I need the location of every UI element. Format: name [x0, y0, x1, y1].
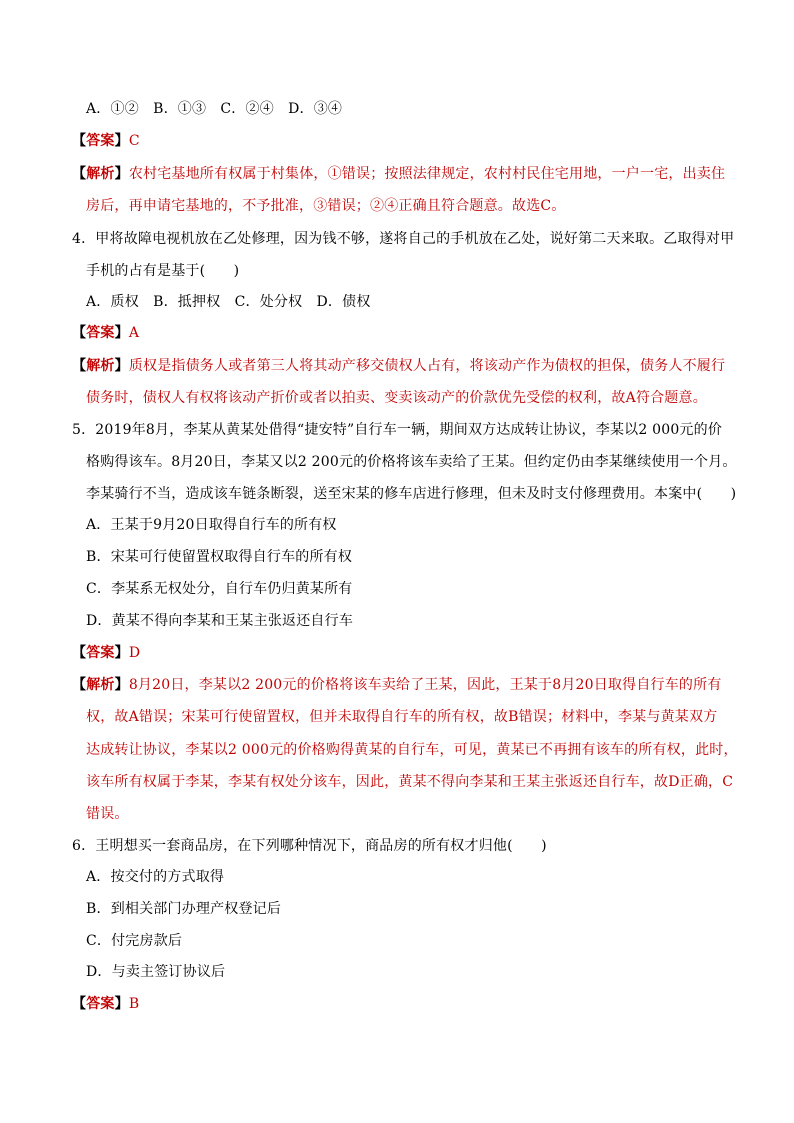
- answer-value: A: [128, 325, 140, 341]
- q6-stem: 6．王明想买一套商品房，在下列哪种情况下，商品房的所有权才归他( ): [72, 838, 547, 854]
- q3-answer: [72, 131, 140, 151]
- analysis-tag: 【解析】: [72, 166, 129, 182]
- q3-options: A．①② B．①③ C．②④ D．③④: [86, 101, 343, 117]
- q5-option-a: A．王某于9月20日取得自行车的所有权: [86, 517, 337, 533]
- q5-analysis-line: 该车所有权属于李某，李某有权处分该车，因此，黄某不得向李某和王某主张返还自行车，故D正确，C: [86, 774, 734, 790]
- q4-stem: 4．甲将故障电视机放在乙处修理，因为钱不够，遂将自己的手机放在乙处，说好第二天来取。乙取得对甲: [72, 231, 735, 247]
- answer-value: C: [128, 133, 140, 149]
- analysis-tag: 【解析】: [72, 677, 129, 693]
- analysis-tag: 【解析】: [72, 358, 129, 374]
- q5-stem-line: 李某骑行不当，造成该车链条断裂，送至宋某的修车店进行修理，但未及时支付修理费用。本案中( ): [86, 486, 737, 502]
- q3-analysis-line: 房后，再申请宅基地的，不予批准，③错误；②④正确且符合题意。故选C。: [86, 198, 566, 214]
- answer-tag: 【答案】: [72, 645, 129, 661]
- q5-analysis-line: 错误。: [86, 806, 129, 822]
- q4-stem-line: 手机的占有是基于( ): [86, 263, 240, 279]
- q6-answer: [72, 994, 139, 1014]
- q5-analysis-line: 达成转让协议，李某以2 000元的价格购得黄某的自行车，可见，黄某已不再拥有该车的所有权，此时，: [86, 742, 738, 758]
- analysis-text: 8月20日，李某以2 200元的价格将该车卖给了王某，因此，王某于8月20日取得自行车的所有: [128, 677, 722, 693]
- q5-option-b: B．宋某可行使留置权取得自行车的所有权: [86, 549, 353, 565]
- q5-analysis: [72, 675, 722, 695]
- analysis-text: 农村宅基地所有权属于村集体，①错误；按照法律规定，农村村民住宅用地，一户一宅，出卖住: [128, 166, 726, 182]
- q6-option-b: B．到相关部门办理产权登记后: [86, 901, 282, 917]
- analysis-text: 质权是指债务人或者第三人将其动产移交债权人占有，将该动产作为债权的担保，债务人不履行: [128, 358, 726, 374]
- q5-option-d: D．黄某不得向李某和王某主张返还自行车: [86, 613, 354, 629]
- answer-tag: 【答案】: [72, 133, 129, 149]
- q5-stem: 5．2019年8月，李某从黄某处借得“捷安特”自行车一辆，期间双方达成转让协议，李某以2 000元的价: [72, 422, 723, 438]
- answer-value: B: [128, 996, 140, 1012]
- q4-options: A．质权 B．抵押权 C．处分权 D．债权: [86, 294, 371, 310]
- q6-option-a: A．按交付的方式取得: [86, 869, 225, 885]
- q4-analysis-line: 债务时，债权人有权将该动产折价或者以拍卖、变卖该动产的价款优先受偿的权利，故A符合题意。: [86, 390, 707, 406]
- q6-option-d: D．与卖主签订协议后: [86, 964, 226, 980]
- q4-analysis: [72, 356, 725, 376]
- q5-analysis-line: 权，故A错误；宋某可行使留置权，但并未取得自行车的所有权，故B错误；材料中，李某与黄某双方: [86, 709, 718, 725]
- q4-answer: [72, 323, 139, 343]
- q6-option-c: C．付完房款后: [86, 933, 183, 949]
- q3-analysis: [72, 164, 725, 184]
- answer-value: D: [128, 645, 141, 661]
- q5-option-c: C．李某系无权处分，自行车仍归黄某所有: [86, 581, 353, 597]
- q5-answer: [72, 643, 140, 663]
- answer-tag: 【答案】: [72, 996, 129, 1012]
- answer-tag: 【答案】: [72, 325, 129, 341]
- q5-stem-line: 格购得该车。8月20日，李某又以2 200元的价格将该车卖给了王某。但约定仍由李某继续使用一个月。: [86, 454, 737, 470]
